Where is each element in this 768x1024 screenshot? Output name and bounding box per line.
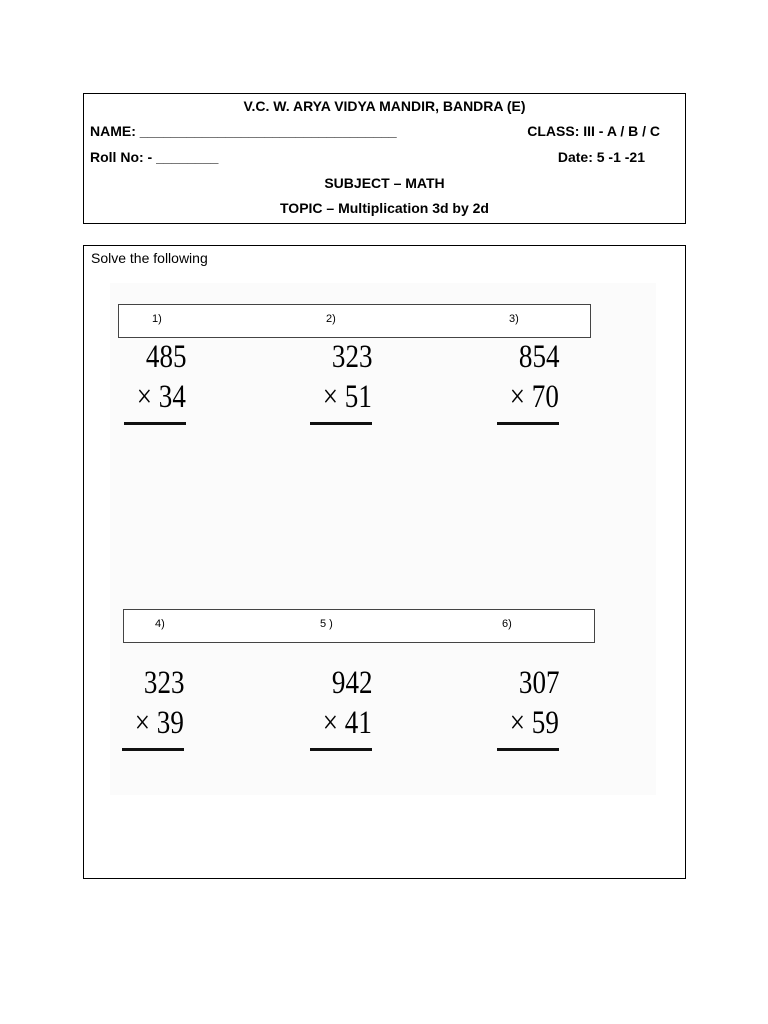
subject-label: SUBJECT – MATH <box>324 175 445 191</box>
question-number: 4) <box>155 618 165 630</box>
multiplier: × 39 <box>134 705 184 741</box>
date-label: Date: 5 -1 -21 <box>557 149 645 165</box>
multiplier: × 51 <box>322 379 372 415</box>
school-name: V.C. W. ARYA VIDYA MANDIR, BANDRA (E) <box>243 98 526 114</box>
topic-label: TOPIC – Multiplication 3d by 2d <box>280 200 489 216</box>
multiplicand: 942 <box>331 665 372 701</box>
worksheet-header <box>83 93 686 224</box>
question-number-bar-row-2 <box>123 609 595 643</box>
question-number: 2) <box>326 313 336 325</box>
problem-3 <box>459 339 559 429</box>
student-name-field: NAME: _________________________________ <box>90 123 397 139</box>
roll-number-field: Roll No: - ________ <box>90 149 219 165</box>
multiplier: × 41 <box>322 705 372 741</box>
question-number: 1) <box>152 313 162 325</box>
question-number-bar-row-1 <box>118 304 591 338</box>
class-label: CLASS: III - A / B / C <box>527 123 660 139</box>
multiplicand: 485 <box>145 339 186 375</box>
multiplicand: 307 <box>518 665 559 701</box>
answer-line <box>497 422 559 425</box>
instruction-text: Solve the following <box>91 250 208 266</box>
multiplier: × 34 <box>136 379 186 415</box>
answer-line <box>124 422 186 425</box>
multiplier: × 59 <box>509 705 559 741</box>
multiplicand: 323 <box>143 665 184 701</box>
problems-image <box>110 283 656 795</box>
problem-6 <box>459 665 559 755</box>
multiplicand: 854 <box>518 339 559 375</box>
answer-line <box>310 422 372 425</box>
question-number: 5 ) <box>320 618 333 630</box>
answer-line <box>310 748 372 751</box>
problem-5 <box>272 665 372 755</box>
question-number: 3) <box>509 313 519 325</box>
multiplier: × 70 <box>509 379 559 415</box>
multiplicand: 323 <box>331 339 372 375</box>
problem-4 <box>84 665 184 755</box>
answer-line <box>497 748 559 751</box>
question-number: 6) <box>502 618 512 630</box>
problem-2 <box>272 339 372 429</box>
problem-1 <box>86 339 186 429</box>
answer-line <box>122 748 184 751</box>
